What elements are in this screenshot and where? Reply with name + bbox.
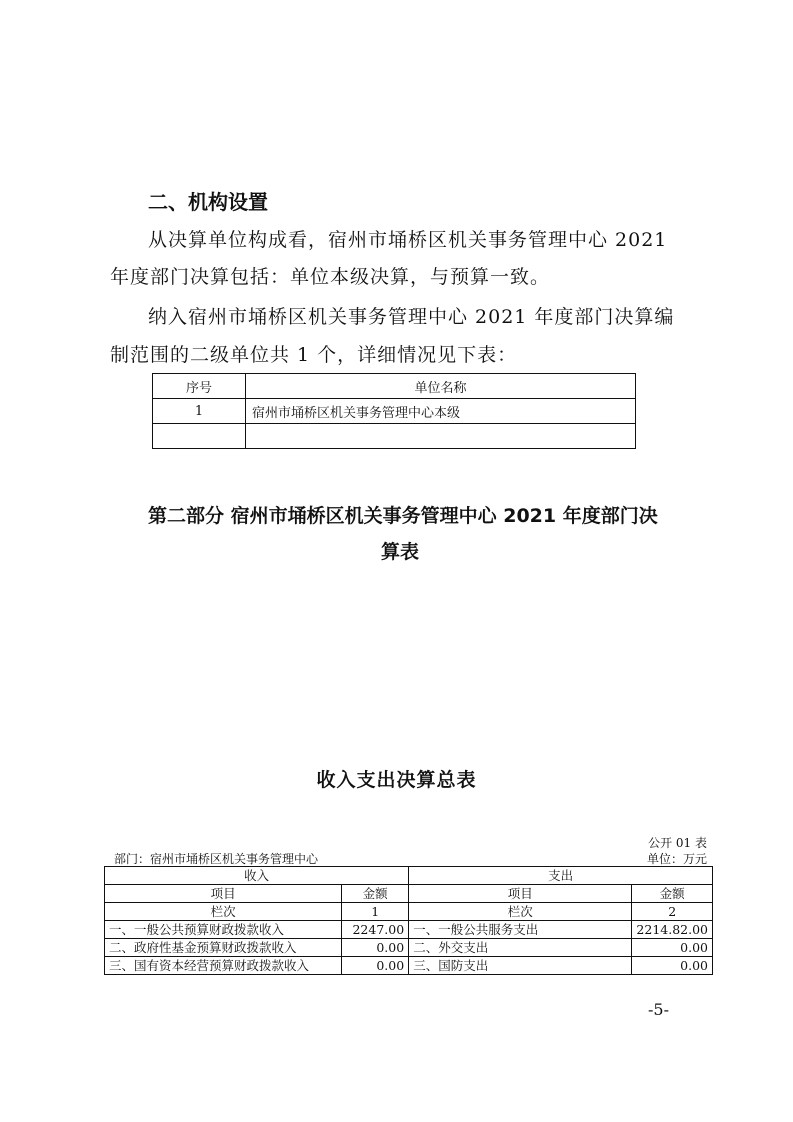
table-row xyxy=(153,399,636,424)
part-title xyxy=(120,498,680,570)
summary-table-title: 收入支出决算总表 xyxy=(316,769,477,791)
table-row xyxy=(105,939,713,957)
paragraph-line: 从决算单位构成看，宿州市埇桥区机关事务管理中心 2021 xyxy=(148,229,668,251)
income-item-header: 项目 xyxy=(105,885,342,903)
table-row xyxy=(105,957,713,975)
paragraph-line: 年度部门决算包括：单位本级决算，与预算一致。 xyxy=(110,266,551,288)
expense-item: 三、国防支出 xyxy=(409,957,632,975)
income-row-label: 栏次 xyxy=(105,903,342,921)
income-amount: 0.00 xyxy=(342,957,409,975)
summary-table xyxy=(104,866,713,975)
expense-row-label: 栏次 xyxy=(409,903,632,921)
cell-index: 1 xyxy=(153,399,246,424)
income-amount: 2247.00 xyxy=(342,921,409,939)
department-label: 部门：宿州市埇桥区机关事务管理中心 xyxy=(114,852,319,866)
expense-amount-header: 金额 xyxy=(632,885,713,903)
part-title-line1: 第二部分 宿州市埇桥区机关事务管理中心 2021 年度部门决 xyxy=(148,505,658,527)
income-item: 一、一般公共预算财政拨款收入 xyxy=(105,921,342,939)
expense-item: 一、一般公共服务支出 xyxy=(409,921,632,939)
unit-table xyxy=(152,373,636,449)
cell-unit-name xyxy=(246,424,636,449)
section-header-row xyxy=(105,867,713,885)
expense-item: 二、外交支出 xyxy=(409,939,632,957)
expense-item-header: 项目 xyxy=(409,885,632,903)
income-item: 二、政府性基金预算财政拨款收入 xyxy=(105,939,342,957)
cell-index xyxy=(153,424,246,449)
income-col-number: 1 xyxy=(342,903,409,921)
income-header: 收入 xyxy=(105,867,409,885)
income-item: 三、国有资本经营预算财政拨款收入 xyxy=(105,957,342,975)
expense-amount: 2214.82.00 xyxy=(632,921,713,939)
table-header-row xyxy=(153,374,636,399)
unit-label: 单位：万元 xyxy=(646,852,707,866)
income-amount: 0.00 xyxy=(342,939,409,957)
table-row xyxy=(153,424,636,449)
header-cell-index: 序号 xyxy=(153,374,246,399)
expense-col-number: 2 xyxy=(632,903,713,921)
table-row xyxy=(105,921,713,939)
expense-amount: 0.00 xyxy=(632,939,713,957)
income-amount-header: 金额 xyxy=(342,885,409,903)
header-cell-unit-name: 单位名称 xyxy=(246,374,636,399)
section-heading: 二、机构设置 xyxy=(148,190,268,214)
expense-header: 支出 xyxy=(409,867,713,885)
paragraph-line: 制范围的二级单位共 1 个，详细情况见下表： xyxy=(110,344,518,366)
part-title-line2: 算表 xyxy=(380,541,419,563)
form-number: 公开 01 表 xyxy=(648,836,707,850)
expense-amount: 0.00 xyxy=(632,957,713,975)
cell-unit-name: 宿州市埇桥区机关事务管理中心本级 xyxy=(246,399,636,424)
paragraph-line: 纳入宿州市埇桥区机关事务管理中心 2021 年度部门决算编 xyxy=(148,306,675,328)
column-number-row xyxy=(105,903,713,921)
column-header-row xyxy=(105,885,713,903)
page-number: -5- xyxy=(648,1000,669,1019)
